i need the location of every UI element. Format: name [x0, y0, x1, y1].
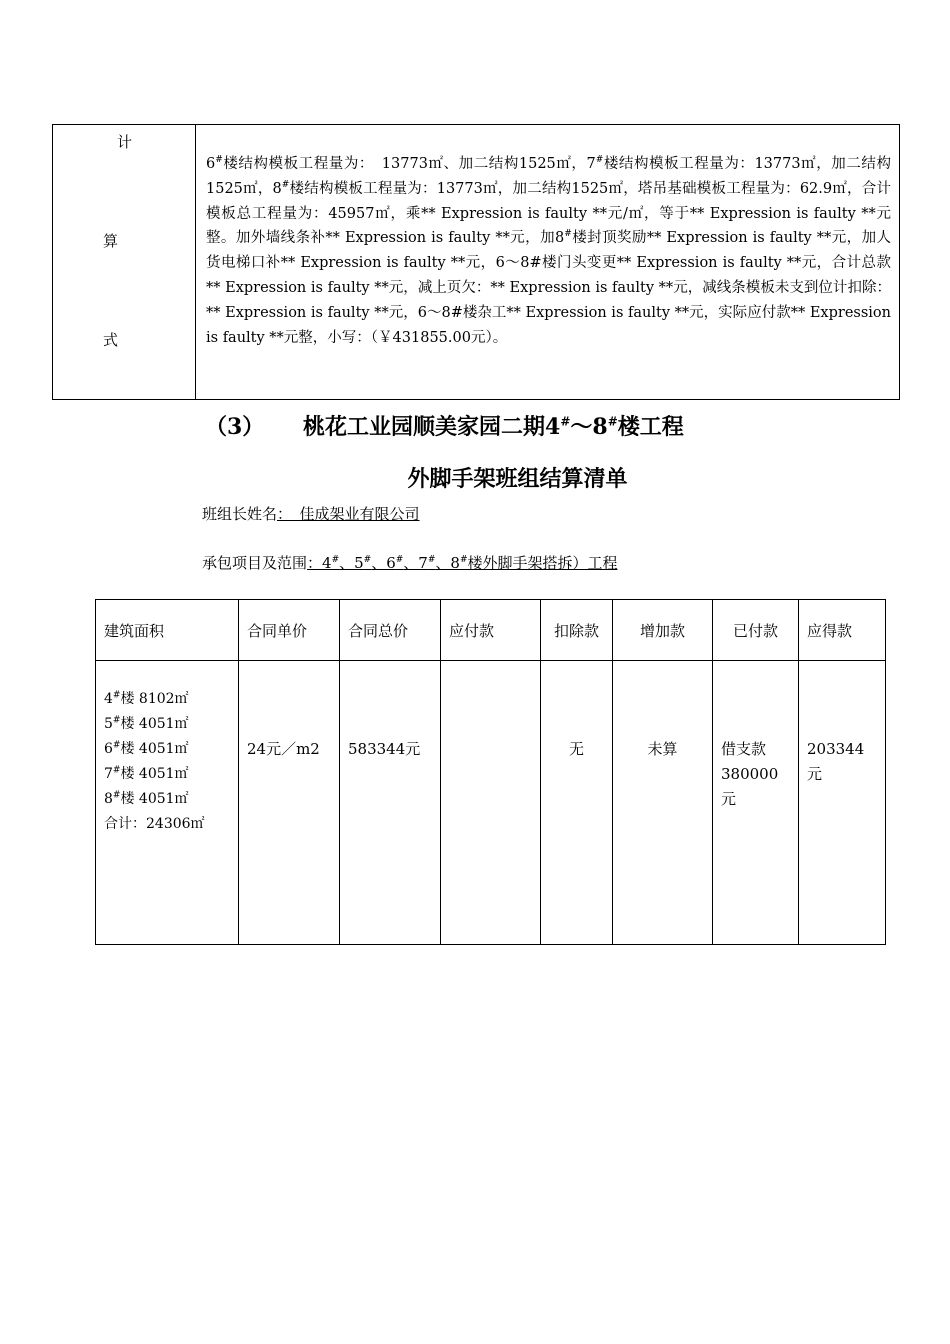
team-leader-value: ： 佳成架业有限公司: [277, 505, 420, 523]
area-line: 7#楼 4051㎡: [104, 765, 189, 782]
superscript-mark: #: [595, 155, 604, 166]
section-number: （3）: [205, 414, 265, 440]
deduction-cell: 无: [541, 661, 613, 945]
settlement-table: [95, 599, 886, 945]
title-line-1: 桃花工业园顺美家园二期4#～8#楼工程: [303, 414, 684, 440]
due-cell: 203344 元: [799, 661, 886, 945]
calc-label-char: 式: [103, 331, 119, 349]
header-paid: 已付款: [713, 600, 799, 661]
calc-text-segment: 楼结构模板工程量为：13773㎡，加二结构1525㎡，塔吊基础模板工程量为：62.9㎡，合计模板总工程量为：45957㎡，乘** Expression is faulty **元/㎡，等于** Expression is faulty **元整。加外墙线条补** Expression is faulty **元，加8: [206, 180, 891, 247]
calculation-text: [196, 125, 899, 399]
header-due: 应得款: [799, 600, 886, 661]
area-line: 8#楼 4051㎡: [104, 790, 189, 807]
area-total: 合计：24306㎡: [104, 816, 205, 832]
paid-cell: 借支款 380000 元: [713, 661, 799, 945]
scope-label: 承包项目及范围: [202, 554, 308, 572]
scope-value: ：4#、5#、6#、7#、8#楼外脚手架搭拆）工程: [307, 554, 618, 572]
area-line: 5#楼 4051㎡: [104, 715, 189, 732]
building-area-cell: [96, 661, 239, 945]
superscript-mark: #: [281, 179, 290, 190]
total-price-cell: 583344元: [340, 661, 441, 945]
calculation-label-cell: [53, 125, 196, 399]
area-line: 4#楼 8102㎡: [104, 690, 189, 707]
title-line-2: 外脚手架班组结算清单: [407, 466, 628, 492]
header-total-price: 合同总价: [340, 600, 441, 661]
header-payable: 应付款: [441, 600, 541, 661]
area-line: 6#楼 4051㎡: [104, 740, 189, 757]
header-building-area: 建筑面积: [96, 600, 239, 661]
scope-line: [202, 552, 759, 573]
payable-cell: [441, 661, 541, 945]
calc-text-segment: 6: [206, 156, 216, 172]
calc-label-char: 计: [117, 133, 133, 151]
header-unit-price: 合同单价: [239, 600, 340, 661]
team-leader-label: 班组长姓名: [202, 505, 278, 523]
calculation-section: [52, 124, 900, 400]
table-header-row: [96, 600, 886, 661]
superscript-mark: #: [564, 229, 572, 240]
header-deduction: 扣除款: [541, 600, 613, 661]
calc-label-char: 算: [103, 232, 119, 250]
calc-text-segment: 楼结构模板工程量为：13773㎡，加二结构1525㎡，8: [206, 156, 891, 197]
unit-price-cell: 24元／m2: [239, 661, 340, 945]
table-row: [96, 661, 886, 945]
team-leader-line: [202, 503, 503, 524]
calc-text-segment: 楼封顶奖励** Expression is faulty **元，加人货电梯口补** Expression is faulty **元，6～8#楼门头变更** Expression is faulty **元，合计总款** Expression is faulty **元，减上页欠：** Expression is faulty **元，减线条模板未支到位计扣除：** Expression is faulty **元，6～8#楼杂工** Expression is faulty **元，实际应付款** Expression is faulty **元整，小写：（￥431855.00元）。: [206, 230, 891, 346]
superscript-mark: #: [215, 155, 223, 166]
header-addition: 增加款: [613, 600, 713, 661]
calc-text-segment: 楼结构模板工程量为： 13773㎡、加二结构1525㎡，7: [222, 156, 596, 172]
addition-cell: 未算: [613, 661, 713, 945]
